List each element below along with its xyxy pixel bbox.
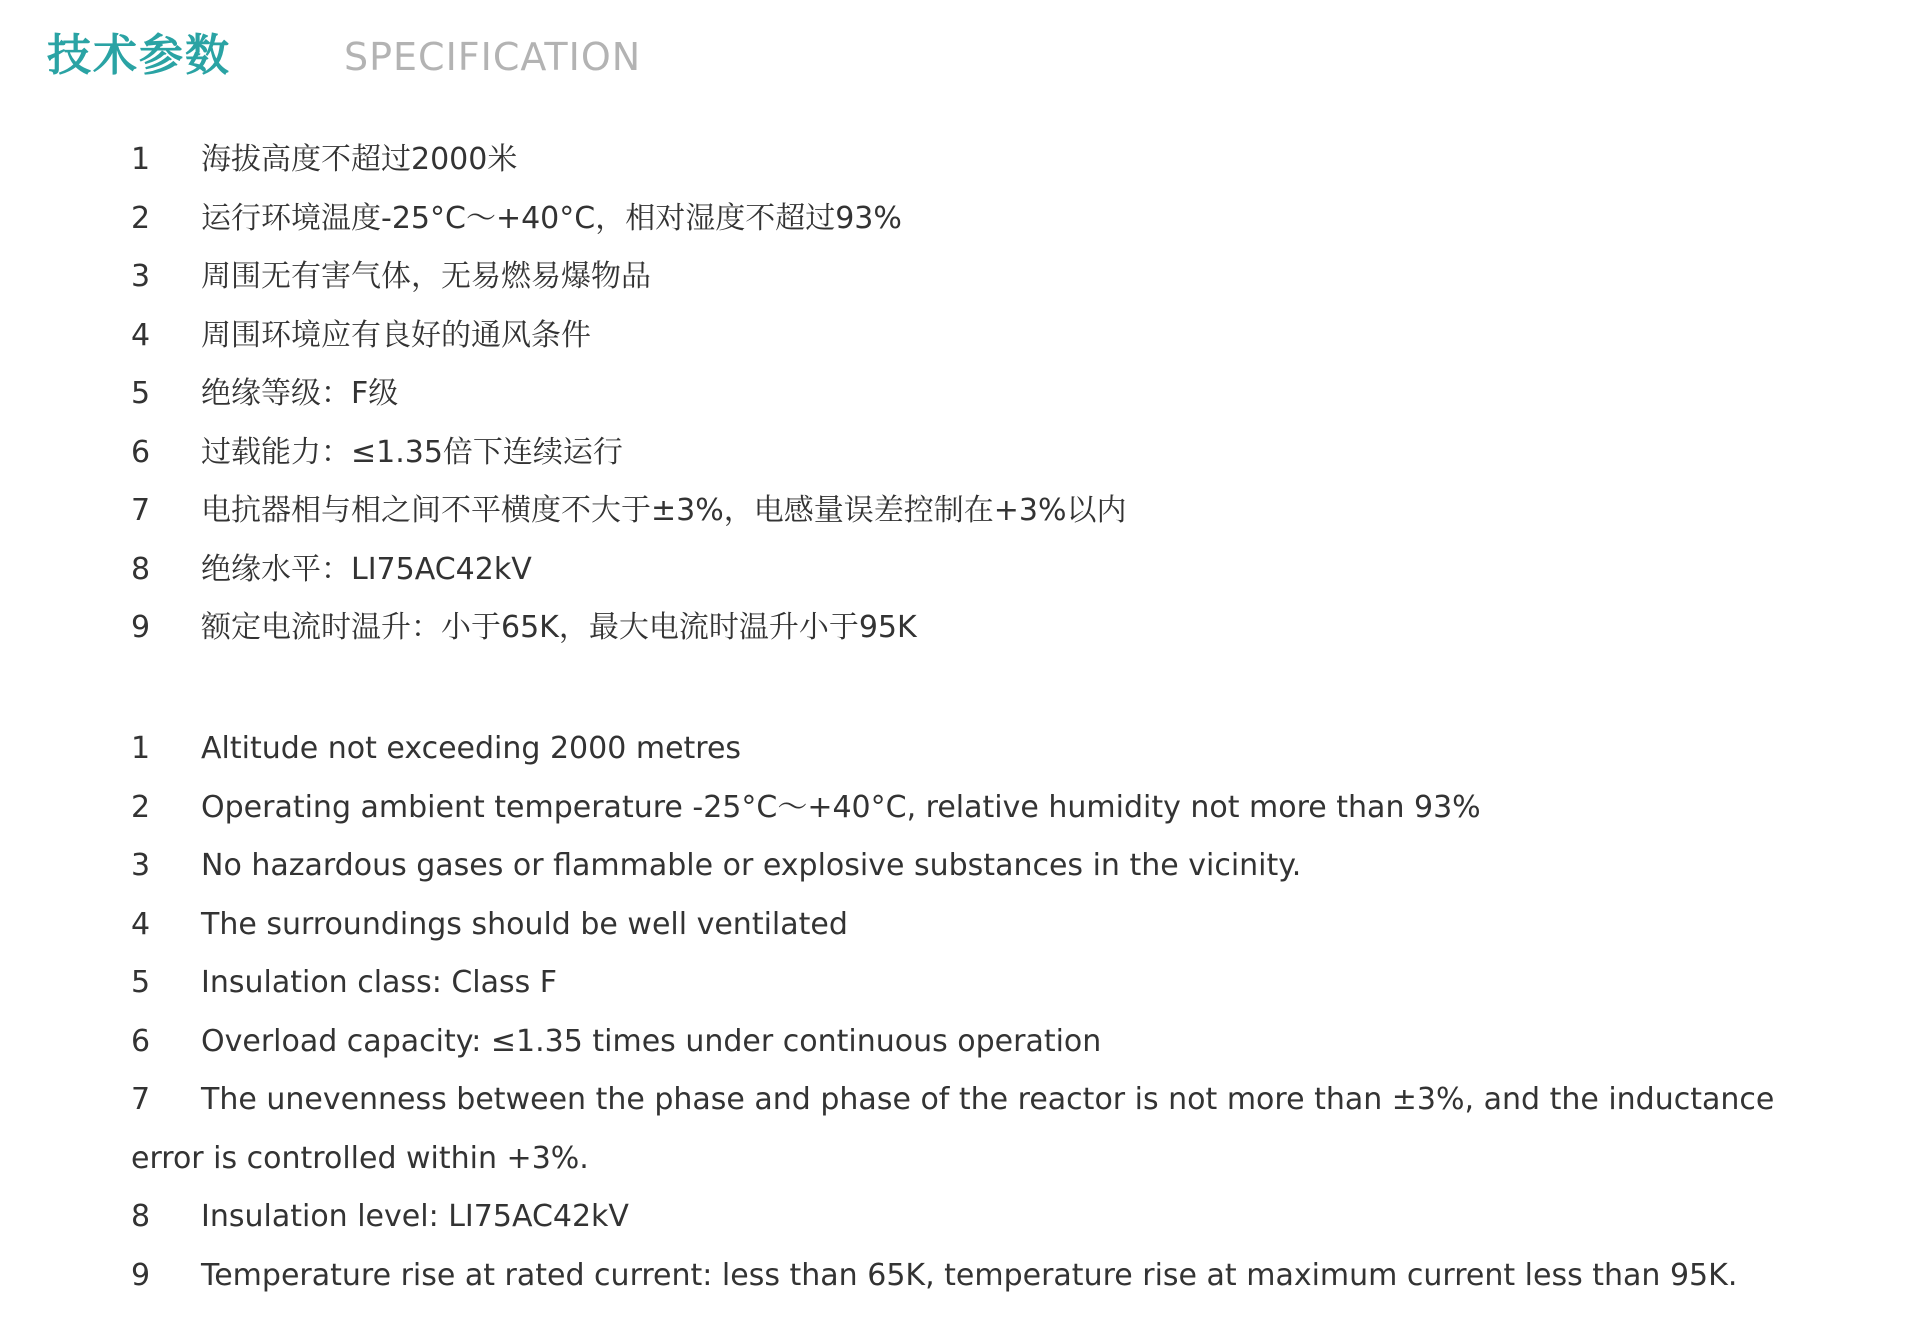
item-number: 5: [131, 376, 151, 411]
item-number: 7: [131, 1082, 151, 1117]
item-text: Overload capacity: ≤1.35 times under continuous operation: [201, 1023, 1102, 1059]
item-text: Insulation level: LI75AC42kV: [201, 1199, 629, 1234]
item-number: 9: [131, 610, 151, 645]
item-number: 2: [131, 200, 151, 236]
item-number: 6: [131, 1023, 151, 1059]
item-text: The unevenness between the phase and phase of the reactor is not more than ±3%, and the inductance error is controlled within +3%.: [131, 1082, 1775, 1176]
spec-list-chinese: [131, 131, 1871, 658]
item-number: 7: [131, 493, 151, 528]
item-number: 1: [131, 142, 151, 177]
item-number: 2: [131, 789, 151, 825]
spec-item-cn-4: [131, 307, 1871, 366]
item-number: 9: [131, 1257, 151, 1293]
spec-item-en-9: [131, 1247, 1871, 1306]
item-text: 运行环境温度-25°C～+40°C，相对湿度不超过93%: [201, 200, 902, 236]
item-text: No hazardous gases or flammable or explosive substances in the vicinity.: [201, 848, 1302, 883]
spec-item-cn-5: [131, 365, 1871, 424]
item-number: 8: [131, 1199, 151, 1234]
spec-item-cn-9: [131, 599, 1871, 658]
item-number: 5: [131, 965, 151, 1000]
item-text: The surroundings should be well ventilated: [201, 906, 848, 942]
spec-item-cn-3: [131, 248, 1871, 307]
item-text: Insulation class: Class F: [201, 965, 558, 1000]
spec-item-en-7: [131, 1071, 1811, 1188]
spec-item-cn-6: [131, 424, 1871, 483]
spec-item-en-8: [131, 1188, 1871, 1247]
section-header: [47, 26, 641, 86]
item-text: Altitude not exceeding 2000 metres: [201, 731, 742, 766]
item-text: Temperature rise at rated current: less than 65K, temperature rise at maximum current less than 95K.: [201, 1257, 1738, 1293]
item-text: 绝缘水平：LI75AC42kV: [201, 551, 532, 587]
item-number: 3: [131, 259, 151, 294]
item-text: 过载能力：≤1.35倍下连续运行: [201, 434, 623, 470]
item-text: 海拔高度不超过2000米: [201, 142, 518, 177]
spec-item-en-1: [131, 720, 1871, 779]
spec-item-cn-8: [131, 541, 1871, 600]
item-text: 电抗器相与相之间不平横度不大于±3%，电感量误差控制在+3%以内: [201, 493, 1127, 528]
item-number: 4: [131, 317, 151, 353]
title-chinese: 技术参数: [47, 30, 231, 81]
spec-item-cn-7: [131, 482, 1871, 541]
item-number: 8: [131, 551, 151, 587]
item-text: 绝缘等级：F级: [201, 376, 399, 411]
spec-item-en-5: [131, 954, 1871, 1013]
spec-list-english: [131, 720, 1871, 1305]
spec-item-cn-2: [131, 190, 1871, 249]
item-text: 周围环境应有良好的通风条件: [201, 317, 591, 353]
item-number: 4: [131, 906, 151, 942]
spec-item-en-2: [131, 779, 1871, 838]
item-text: Operating ambient temperature -25°C～+40°C, relative humidity not more than 93%: [201, 789, 1481, 825]
spec-item-en-6: [131, 1013, 1871, 1072]
title-english: SPECIFICATION: [344, 35, 642, 79]
spec-item-en-4: [131, 896, 1871, 955]
spec-item-cn-1: [131, 131, 1871, 190]
item-number: 3: [131, 848, 151, 883]
spec-item-en-3: [131, 837, 1871, 896]
item-number: 1: [131, 731, 151, 766]
item-text: 周围无有害气体，无易燃易爆物品: [201, 259, 651, 294]
item-text: 额定电流时温升：小于65K，最大电流时温升小于95K: [201, 610, 917, 645]
item-number: 6: [131, 434, 151, 470]
